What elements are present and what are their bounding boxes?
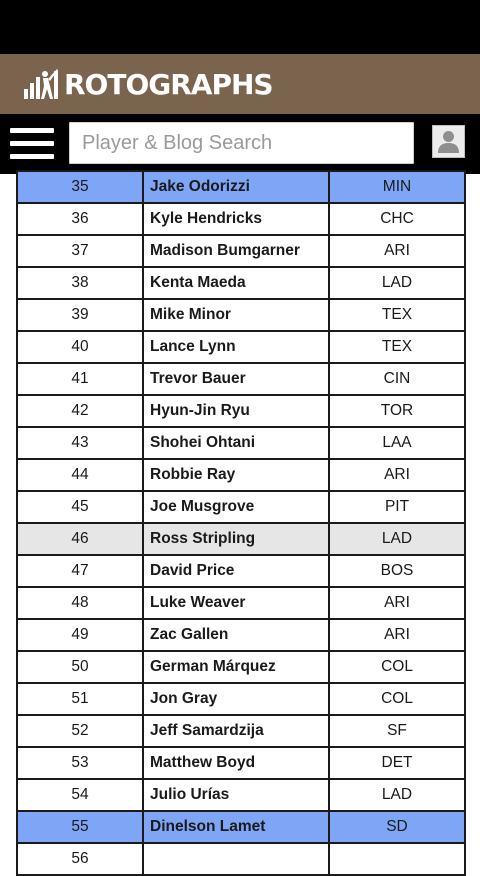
table-row[interactable] [17,651,465,683]
team-cell: LAD [329,267,465,299]
search-input[interactable] [69,122,414,164]
player-name-cell[interactable]: Trevor Bauer [143,363,329,395]
table-row[interactable] [17,619,465,651]
team-cell: TOR [329,395,465,427]
rotographs-logo[interactable] [24,68,273,101]
player-name-cell[interactable]: Matthew Boyd [143,747,329,779]
player-name-cell[interactable]: Lance Lynn [143,331,329,363]
table-row[interactable] [17,523,465,555]
rank-cell: 41 [17,363,143,395]
rank-cell: 47 [17,555,143,587]
player-name-cell[interactable]: Joe Musgrove [143,491,329,523]
player-name-cell[interactable]: Luke Weaver [143,587,329,619]
rankings-table [16,170,466,876]
team-cell: BOS [329,555,465,587]
rank-cell: 40 [17,331,143,363]
logo-text-graphs: GRAPHS [148,67,273,101]
table-row[interactable] [17,331,465,363]
table-row[interactable] [17,811,465,843]
player-name-cell[interactable]: Hyun-Jin Ryu [143,395,329,427]
status-bar [0,0,480,54]
table-row[interactable] [17,683,465,715]
rank-cell: 35 [17,171,143,203]
player-name-cell[interactable]: Dinelson Lamet [143,811,329,843]
player-name-cell[interactable]: Kyle Hendricks [143,203,329,235]
team-cell: PIT [329,491,465,523]
rank-cell: 43 [17,427,143,459]
logo-text-roto: ROTO [64,67,149,101]
player-name-cell[interactable]: Jon Gray [143,683,329,715]
table-row[interactable] [17,171,465,203]
site-header [0,54,480,114]
table-row[interactable] [17,235,465,267]
rank-cell: 36 [17,203,143,235]
hamburger-menu-icon[interactable] [10,126,54,160]
rank-cell: 52 [17,715,143,747]
rank-cell: 45 [17,491,143,523]
table-row[interactable] [17,395,465,427]
batter-logo-icon [24,69,60,99]
player-name-cell[interactable]: Ross Stripling [143,523,329,555]
user-avatar-icon[interactable] [432,125,465,158]
table-row[interactable] [17,843,465,875]
team-cell: ARI [329,459,465,491]
table-row[interactable] [17,203,465,235]
nav-bar [0,114,480,174]
player-name-cell[interactable] [143,843,329,875]
player-name-cell[interactable]: Robbie Ray [143,459,329,491]
player-name-cell[interactable]: David Price [143,555,329,587]
rank-cell: 56 [17,843,143,875]
player-name-cell[interactable]: Julio Urías [143,779,329,811]
table-row[interactable] [17,363,465,395]
table-row[interactable] [17,779,465,811]
table-row[interactable] [17,459,465,491]
team-cell: COL [329,651,465,683]
team-cell: TEX [329,331,465,363]
team-cell: LAD [329,779,465,811]
team-cell: CHC [329,203,465,235]
rank-cell: 50 [17,651,143,683]
team-cell: LAD [329,523,465,555]
table-row[interactable] [17,715,465,747]
rank-cell: 37 [17,235,143,267]
team-cell: ARI [329,587,465,619]
team-cell: ARI [329,619,465,651]
table-row[interactable] [17,587,465,619]
team-cell [329,843,465,875]
table-row[interactable] [17,747,465,779]
rank-cell: 42 [17,395,143,427]
table-row[interactable] [17,267,465,299]
player-name-cell[interactable]: Zac Gallen [143,619,329,651]
team-cell: COL [329,683,465,715]
table-row[interactable] [17,491,465,523]
rank-cell: 39 [17,299,143,331]
player-name-cell[interactable]: Mike Minor [143,299,329,331]
team-cell: SF [329,715,465,747]
team-cell: SD [329,811,465,843]
team-cell: TEX [329,299,465,331]
table-row[interactable] [17,299,465,331]
rank-cell: 46 [17,523,143,555]
team-cell: CIN [329,363,465,395]
player-name-cell[interactable]: Madison Bumgarner [143,235,329,267]
player-name-cell[interactable]: Kenta Maeda [143,267,329,299]
rank-cell: 49 [17,619,143,651]
rank-cell: 44 [17,459,143,491]
rank-cell: 51 [17,683,143,715]
team-cell: ARI [329,235,465,267]
table-row[interactable] [17,427,465,459]
rank-cell: 53 [17,747,143,779]
rank-cell: 55 [17,811,143,843]
rank-cell: 54 [17,779,143,811]
team-cell: LAA [329,427,465,459]
team-cell: DET [329,747,465,779]
player-name-cell[interactable]: German Márquez [143,651,329,683]
rankings-table-container [16,170,464,876]
rank-cell: 38 [17,267,143,299]
player-name-cell[interactable]: Shohei Ohtani [143,427,329,459]
table-row[interactable] [17,555,465,587]
player-name-cell[interactable]: Jeff Samardzija [143,715,329,747]
team-cell: MIN [329,171,465,203]
rank-cell: 48 [17,587,143,619]
player-name-cell[interactable]: Jake Odorizzi [143,171,329,203]
